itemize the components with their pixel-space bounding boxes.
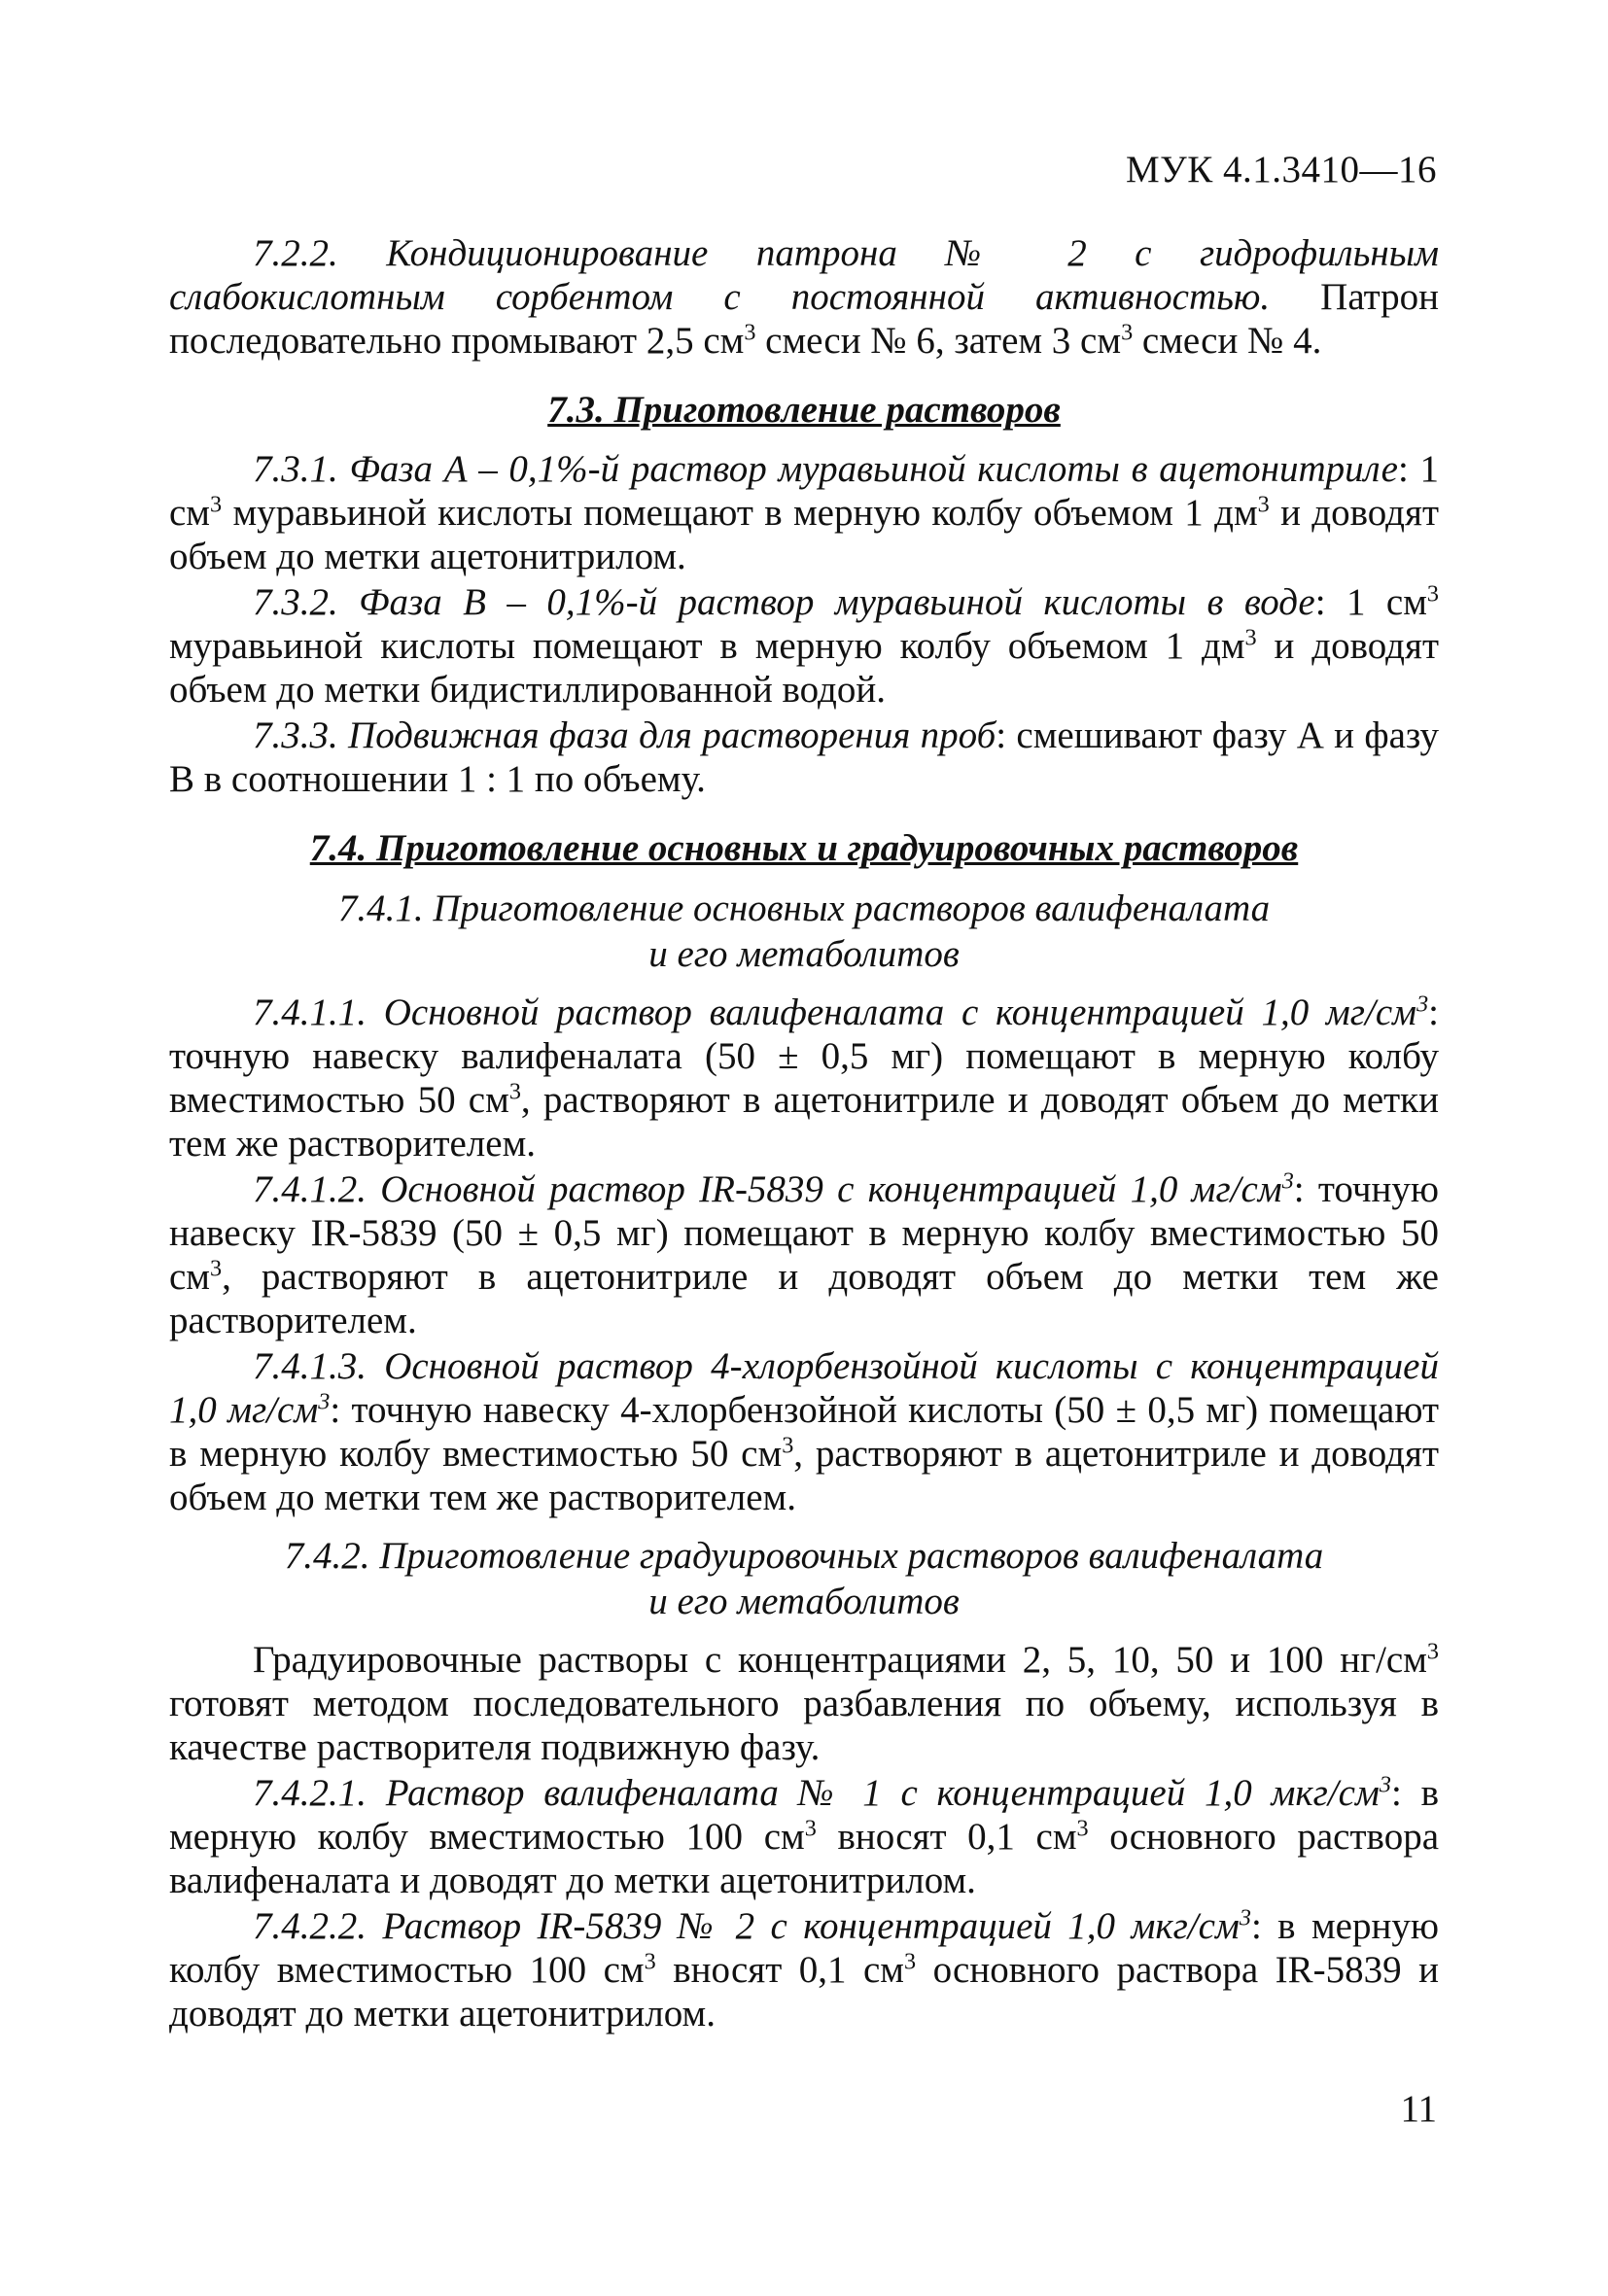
subsection-heading-7-4-2: 7.4.2. Приготовление градуировочных растворов валифеналата и его метаболитов bbox=[284, 1535, 1324, 1622]
paragraph-title: 7.3.2. Фаза В – 0,1%-й раствор муравьиной кислоты в воде bbox=[253, 581, 1315, 623]
paragraph-title: 7.4.1.2. Основной раствор IR-5839 с концентрацией 1,0 $мг/см^3$ bbox=[253, 1167, 1294, 1210]
paragraph-7-4-2-2: 7.4.2.2. Раствор IR-5839 № 2 с концентрацией 1,0 мкг/$см^3$: в мерную колбу вместимостью 100 $см^3$ вносят 0,1 $см^3$ основного раствора IR-5839 и доводят до метки ацетонитрилом. bbox=[169, 1904, 1439, 2035]
paragraph-title: 7.3.3. Подвижная фаза для растворения проб bbox=[253, 714, 996, 756]
paragraph-title: 7.4.1.3. Основной раствор 4-хлорбензойной кислоты с концентрацией 1,0 $мг/см^3$ bbox=[169, 1345, 1439, 1431]
subsection-heading-7-4-1: 7.4.1. Приготовление основных растворов валифеналата и его метаболитов bbox=[337, 887, 1271, 975]
paragraph-7-2-2: 7.2.2. Кондиционирование патрона № 2 с гидрофильным слабокислотным сорбентом с постоянной активностью. Патрон последовательно промывают 2,5 $см^3$ смеси № 6, затем 3 $см^3$ смеси № 4. bbox=[169, 232, 1440, 362]
paragraph-title: 7.4.2.1. Раствор валифеналата № 1 с концентрацией 1,0 мкг/$см^3$ bbox=[253, 1771, 1391, 1814]
page-body bbox=[169, 231, 1439, 2037]
page-number: 11 bbox=[1400, 2088, 1437, 2130]
paragraph-7-3-3: 7.3.3. Подвижная фаза для растворения проб: смешивают фазу А и фазу В в соотношении 1 : 1 по объему. bbox=[169, 714, 1439, 800]
paragraph-title: 7.4.2.2. Раствор IR-5839 № 2 с концентрацией 1,0 мкг/$см^3$ bbox=[253, 1904, 1251, 1947]
paragraph-7-3-1: 7.3.1. Фаза А – 0,1%-й раствор муравьиной кислоты в ацетонитриле: 1 $см^3$ муравьиной кислоты помещают в мерную колбу объемом 1 $дм^3$ и доводят объем до метки ацетонитрилом. bbox=[169, 448, 1439, 577]
section-heading-7-4: 7.4. Приготовление основных и градуировочных растворов bbox=[309, 827, 1299, 869]
paragraph-title: 7.4.1.1. Основной раствор валифеналата с концентрацией 1,0 $мг/см^3$ bbox=[253, 991, 1429, 1033]
paragraph-7-4-1-3: 7.4.1.3. Основной раствор 4-хлорбензойной кислоты с концентрацией 1,0 $мг/см^3$: точную навеску 4-хлорбензойной кислоты (50 ± 0,5 мг) помещают в мерную колбу вместимостью 50 $см^3$, растворяют в ацетонитриле и доводят объем до метки тем же растворителем. bbox=[169, 1345, 1439, 1518]
paragraph-title: 7.3.1. Фаза А – 0,1%-й раствор муравьиной кислоты в ацетонитриле bbox=[253, 448, 1398, 490]
document-code: МУК 4.1.3410—16 bbox=[1125, 149, 1437, 191]
section-heading-7-3: 7.3. Приготовление растворов bbox=[547, 389, 1061, 431]
paragraph-7-4-1-1: 7.4.1.1. Основной раствор валифеналата с концентрацией 1,0 $мг/см^3$: точную навеску валифеналата (50 ± 0,5 мг) помещают в мерную колбу вместимостью 50 $см^3$, растворяют в ацетонитриле и доводят объем до метки тем же растворителем. bbox=[169, 991, 1439, 1165]
paragraph-7-4-1-2: 7.4.1.2. Основной раствор IR-5839 с концентрацией 1,0 $мг/см^3$: точную навеску IR-5839 (50 ± 0,5 мг) помещают в мерную колбу вместимостью 50 $см^3$, растворяют в ацетонитриле и доводят объем до метки тем же растворителем. bbox=[169, 1167, 1439, 1341]
paragraph-7-4-2-intro: Градуировочные растворы с концентрациями 2, 5, 10, 50 и 100 $нг/см^3$ готовят методом последовательного разбавления по объему, используя в качестве растворителя подвижную фазу. bbox=[169, 1638, 1439, 1768]
paragraph-title: 7.2.2. Кондиционирование патрона № 2 с гидрофильным слабокислотным сорбентом с постоянной активностью. bbox=[169, 232, 1439, 318]
paragraph-7-4-2-1: 7.4.2.1. Раствор валифеналата № 1 с концентрацией 1,0 мкг/$см^3$: в мерную колбу вместимостью 100 $см^3$ вносят 0,1 $см^3$ основного раствора валифеналата и доводят до метки ацетонитрилом. bbox=[169, 1771, 1439, 1901]
paragraph-7-3-2: 7.3.2. Фаза В – 0,1%-й раствор муравьиной кислоты в воде: 1 $см^3$ муравьиной кислоты помещают в мерную колбу объемом 1 $дм^3$ и доводят объем до метки бидистиллированной водой. bbox=[169, 580, 1439, 711]
